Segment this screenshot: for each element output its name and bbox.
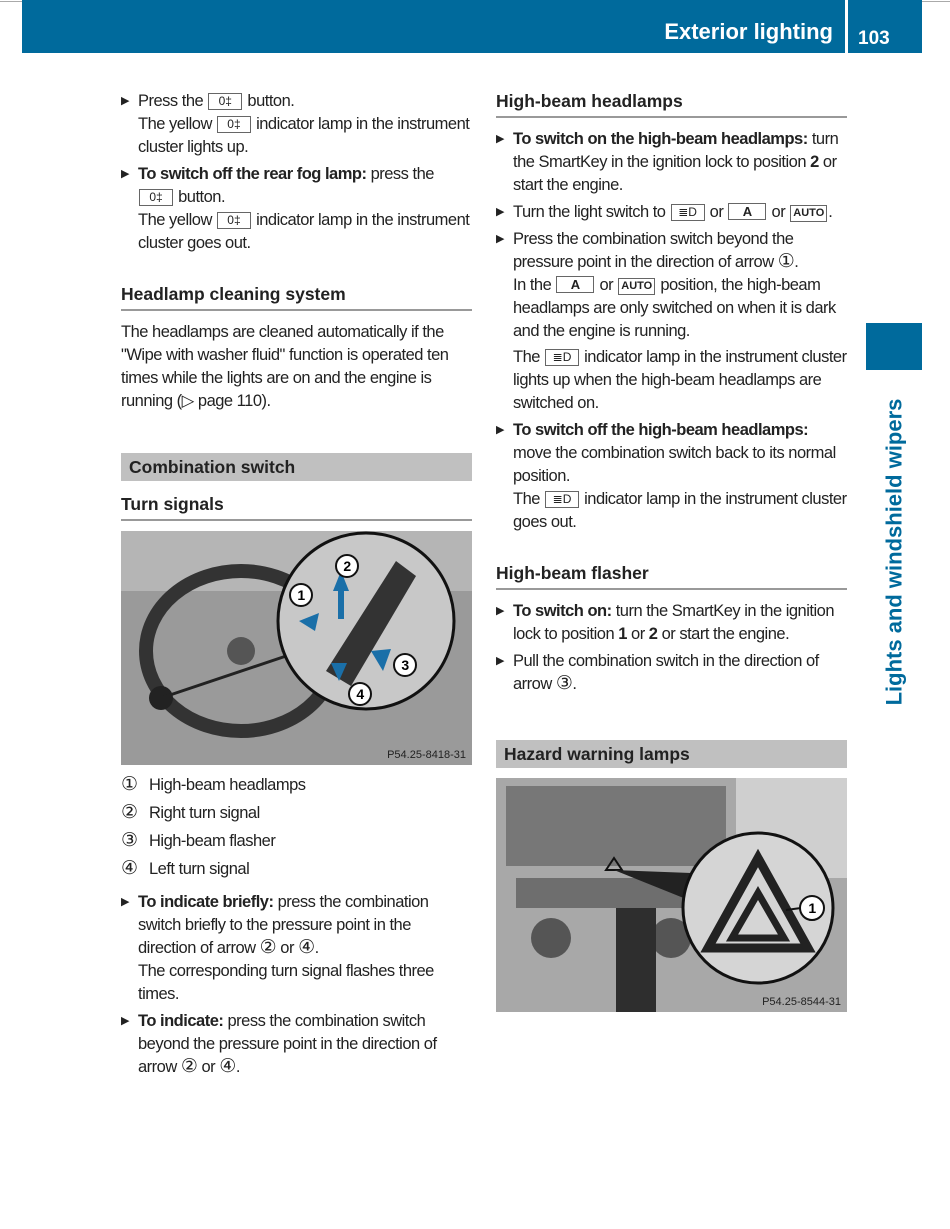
instruction-flasher-on — [496, 600, 847, 646]
high-beam-icon: ≣D — [671, 204, 705, 221]
text: To indicate briefly: — [138, 893, 274, 911]
arrow-number: ② — [180, 1056, 198, 1077]
text: . — [572, 675, 577, 693]
text: indicator lamp in the instrument cluster lights up when the high-beam headlamps are switched on. — [513, 348, 847, 412]
text: . — [314, 939, 319, 957]
fog-lamp-icon: 0‡ — [217, 212, 251, 229]
text: indicator lamp in the instrument cluster goes out. — [513, 490, 847, 531]
auto-a-icon: A — [556, 276, 594, 293]
heading-high-beam: High-beam headlamps — [496, 90, 847, 118]
text: Turn the light switch to — [513, 203, 666, 221]
bullet-icon: ▶ — [496, 233, 504, 245]
bullet-icon: ▶ — [496, 655, 504, 667]
text: button. — [178, 188, 226, 206]
bullet-icon: ▶ — [121, 95, 129, 107]
auto-a-icon: A — [728, 203, 766, 220]
text: press the combination switch briefly to the pressure point in the direction of arrow — [138, 893, 429, 957]
bullet-icon: ▶ — [121, 168, 129, 180]
text: 2 — [648, 625, 658, 643]
crop-line — [922, 1, 950, 2]
hazard-switch-image — [496, 778, 847, 1012]
instruction-press-combination — [496, 228, 847, 415]
center-console-illustration — [496, 778, 847, 1012]
text: To switch on: — [513, 602, 612, 620]
legend-label: Left turn signal — [149, 860, 250, 878]
text: indicator lamp in the instrument cluster lights up. — [138, 115, 470, 156]
bullet-icon: ▶ — [121, 1015, 129, 1027]
text: button. — [247, 92, 295, 110]
chapter-title: Lights and windshield wipers — [881, 398, 907, 706]
svg-text:2: 2 — [343, 558, 351, 574]
text: position, the high-beam headlamps are only switched on when it is dark and the engine is running. — [513, 276, 836, 340]
text: To switch on the high-beam headlamps: — [513, 130, 808, 148]
auto-icon: AUTO — [790, 205, 827, 222]
legend-label: Right turn signal — [149, 804, 260, 822]
fog-lamp-icon: 0‡ — [208, 93, 242, 110]
instruction-indicate — [121, 1010, 472, 1079]
instruction-high-beam-on — [496, 128, 847, 197]
header-bar — [22, 0, 845, 53]
arrow-number: ① — [777, 251, 795, 272]
instruction-indicate-briefly — [121, 891, 472, 1006]
text: To switch off the high-beam headlamps: — [513, 421, 809, 439]
svg-text:1: 1 — [297, 587, 305, 603]
bullet-icon: ▶ — [496, 605, 504, 617]
high-beam-icon: ≣D — [545, 491, 579, 508]
arrow-number: ④ — [219, 1056, 236, 1077]
bullet-icon: ▶ — [496, 424, 504, 436]
text: or — [631, 625, 645, 643]
instruction-high-beam-off — [496, 419, 847, 534]
heading-headlamp-cleaning: Headlamp cleaning system — [121, 283, 472, 311]
legend-number: ① — [121, 774, 138, 795]
legend-label: High-beam flasher — [149, 832, 276, 850]
instruction-light-switch — [496, 201, 847, 224]
instruction-press-fog — [121, 90, 472, 159]
text: or — [280, 939, 294, 957]
heading-high-beam-flasher: High-beam flasher — [496, 562, 847, 590]
bullet-icon: ▶ — [121, 896, 129, 908]
text: press the combination switch beyond the pressure point in the direction of arrow — [138, 1012, 437, 1076]
text: or start the engine. — [513, 153, 837, 194]
text: The corresponding turn signal flashes three times. — [138, 962, 434, 1003]
section-title: Exterior lighting — [664, 19, 833, 44]
arrow-number: ② — [259, 937, 277, 958]
text: turn the SmartKey in the ignition lock to position — [513, 130, 839, 171]
section-bar-combination-switch: Combination switch — [121, 453, 472, 481]
chapter-tab — [866, 323, 922, 370]
text: Pull the combination switch in the direction of arrow — [513, 652, 819, 693]
text: To indicate: — [138, 1012, 224, 1030]
instruction-pull-switch — [496, 650, 847, 696]
text: turn the SmartKey in the ignition lock to position — [513, 602, 834, 643]
image-reference: P54.25-8544-31 — [762, 996, 841, 1008]
auto-icon: AUTO — [618, 278, 655, 295]
text: indicator lamp in the instrument cluster goes out. — [138, 211, 470, 252]
left-column — [121, 90, 472, 1079]
text: . — [235, 1058, 240, 1076]
legend-number: ② — [121, 802, 138, 823]
text: The yellow — [138, 211, 212, 229]
right-column — [496, 90, 847, 1012]
crop-line — [0, 1, 22, 2]
text: or — [599, 276, 614, 294]
fog-lamp-icon: 0‡ — [217, 116, 251, 133]
legend-number: ④ — [121, 858, 138, 879]
svg-text:4: 4 — [356, 686, 364, 702]
image-legend — [121, 771, 472, 883]
text: . — [794, 253, 799, 271]
high-beam-icon: ≣D — [545, 349, 579, 366]
arrow-number: ③ — [555, 673, 573, 694]
text: The — [513, 348, 540, 366]
text: . — [828, 203, 833, 221]
combination-switch-image — [121, 531, 472, 765]
bullet-icon: ▶ — [496, 133, 504, 145]
arrow-number: ④ — [298, 937, 315, 958]
instruction-fog-off — [121, 163, 472, 255]
text: The yellow — [138, 115, 212, 133]
legend-label: High-beam headlamps — [149, 776, 306, 794]
section-bar-hazard: Hazard warning lamps — [496, 740, 847, 768]
text: 1 — [618, 625, 627, 643]
image-reference: P54.25-8418-31 — [387, 749, 466, 761]
text: or — [709, 203, 724, 221]
cleaning-paragraph: The headlamps are cleaned automatically if the "Wipe with washer fluid" function is operated ten times while the lights are on and the engine is running (▷ page 110). — [121, 323, 449, 410]
text: 2 — [810, 153, 819, 171]
text: Press the — [138, 92, 204, 110]
svg-text:3: 3 — [401, 657, 409, 673]
text: or — [201, 1058, 216, 1076]
text: In the — [513, 276, 552, 294]
heading-turn-signals: Turn signals — [121, 493, 472, 521]
text: press the — [370, 165, 434, 183]
text: or — [771, 203, 786, 221]
text: move the combination switch back to its normal position. — [513, 444, 836, 485]
text: To switch off the rear fog lamp: — [138, 165, 367, 183]
hazard-callout: 1 — [808, 900, 816, 916]
legend-number: ③ — [121, 830, 138, 851]
page-number: 103 — [858, 28, 890, 49]
steering-wheel-illustration — [121, 531, 472, 765]
text: or start the engine. — [661, 625, 790, 643]
text: Press the combination switch beyond the pressure point in the direction of arrow — [513, 230, 794, 271]
fog-lamp-icon: 0‡ — [139, 189, 173, 206]
page-number-box — [848, 0, 922, 53]
text: The — [513, 490, 540, 508]
bullet-icon: ▶ — [496, 206, 504, 218]
